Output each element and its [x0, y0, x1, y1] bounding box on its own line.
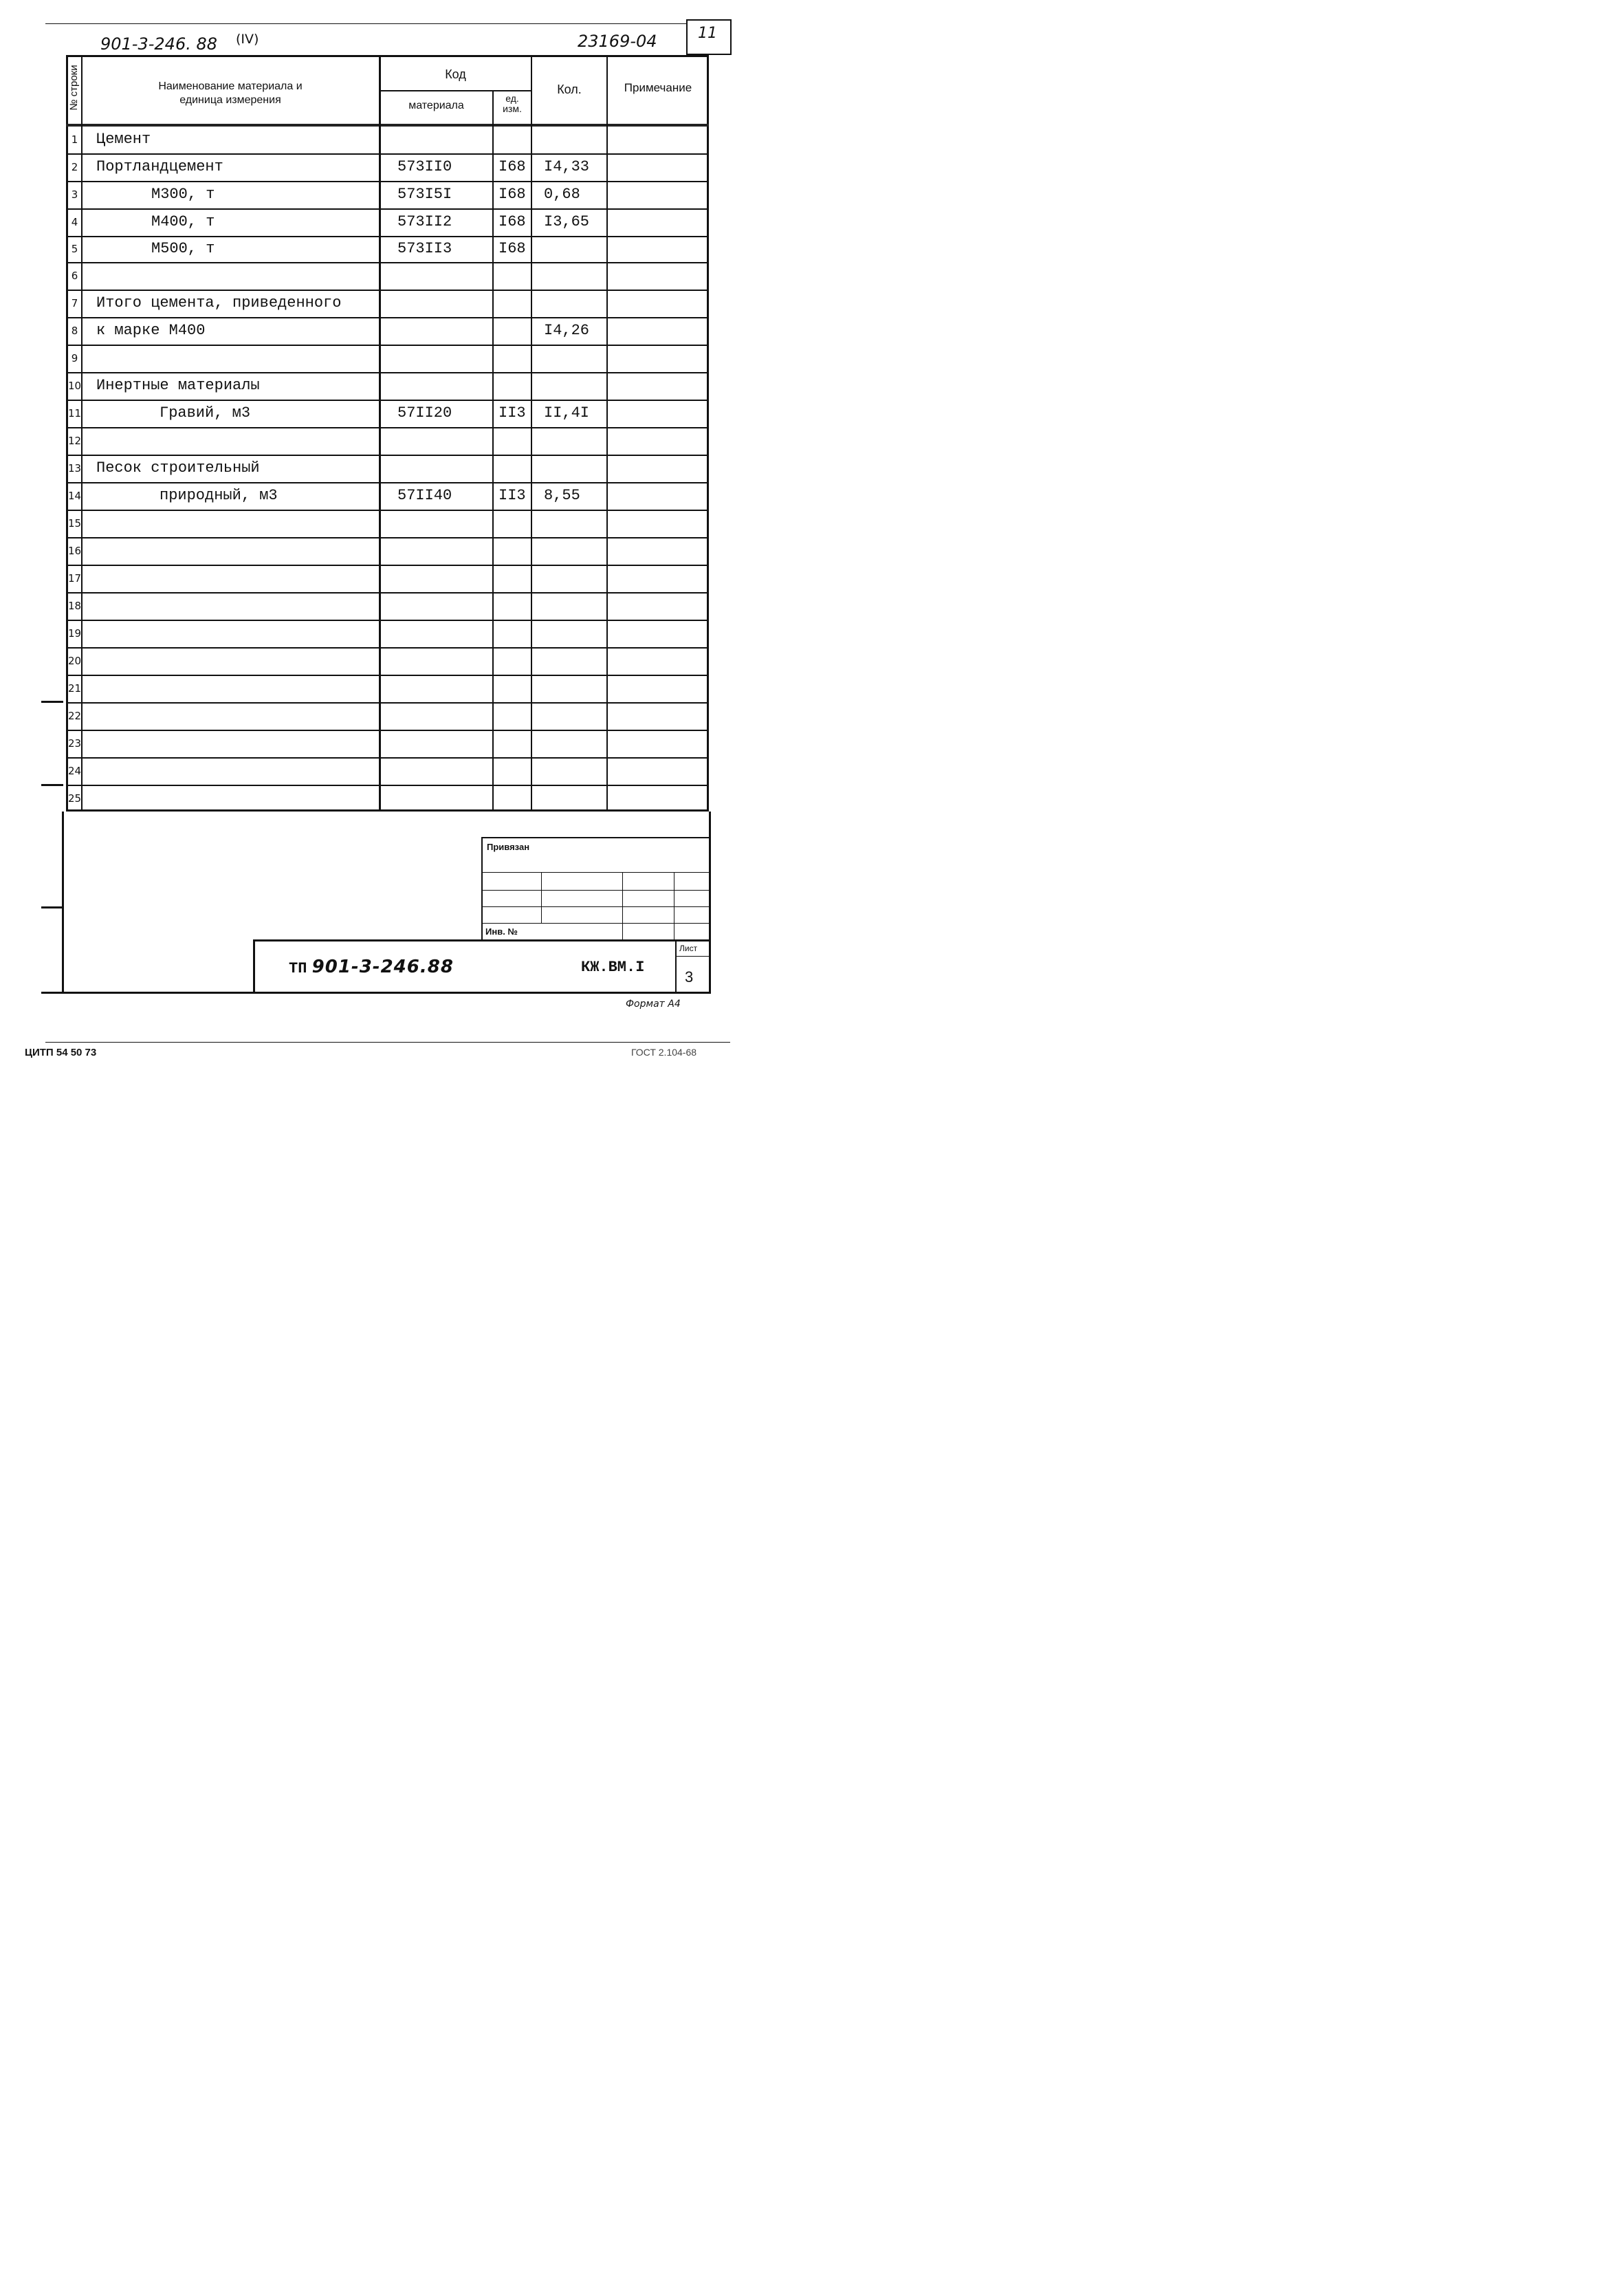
row-number: 1	[71, 133, 78, 146]
row-number: 9	[71, 352, 78, 364]
row-number: 18	[68, 600, 82, 612]
row-unit-code: II3	[498, 404, 526, 422]
row-material-code: 57II20	[397, 404, 452, 422]
row-separator	[66, 372, 709, 373]
row-name: М500, т	[151, 240, 215, 257]
row-number: 11	[68, 407, 82, 420]
row-number: 24	[68, 765, 82, 777]
row-material-code: 57II40	[397, 487, 452, 504]
row-quantity: I3,65	[544, 213, 590, 230]
row-separator	[66, 482, 709, 483]
row-number: 14	[68, 490, 82, 502]
row-separator	[66, 181, 709, 182]
row-name: М400, т	[151, 213, 215, 230]
row-name: к марке М400	[96, 322, 206, 339]
row-separator	[66, 537, 709, 538]
sheet-label: Лист	[679, 944, 698, 953]
row-number: 2	[71, 161, 78, 173]
row-number: 12	[68, 435, 82, 447]
attached-line-2	[481, 890, 709, 891]
row-material-code: 573II2	[397, 213, 452, 230]
row-name: Портландцемент	[96, 158, 223, 175]
col-line-qty	[606, 55, 608, 812]
row-separator	[66, 675, 709, 676]
attached-block	[481, 837, 709, 940]
row-separator	[66, 647, 709, 649]
col-line-rownum	[81, 55, 83, 812]
header-name-line1: Наименование материала и	[158, 80, 303, 92]
inv-label: Инв. №	[485, 926, 518, 937]
row-separator	[66, 208, 709, 210]
sheet-number: 3	[685, 968, 694, 986]
header-code-unit	[494, 94, 531, 114]
row-name: Песок строительный	[96, 459, 260, 477]
row-number: 10	[68, 380, 82, 392]
bottom-right-border	[709, 812, 711, 993]
row-quantity: I4,33	[544, 158, 590, 175]
header-code-unit-l2: изм.	[503, 103, 522, 114]
row-separator	[66, 510, 709, 511]
bottom-left-border	[62, 812, 64, 993]
doc-mark: КЖ.ВМ.I	[581, 959, 645, 976]
row-name: Инертные материалы	[96, 377, 260, 394]
row-number: 21	[68, 682, 82, 695]
row-quantity: 8,55	[544, 487, 580, 504]
header-name	[83, 80, 378, 107]
margin-tick-2	[41, 784, 63, 786]
row-name: Цемент	[96, 130, 151, 148]
row-material-code: 573II3	[397, 240, 452, 257]
row-material-code: 573II0	[397, 158, 452, 175]
project-code	[289, 956, 454, 977]
row-number: 17	[68, 572, 82, 585]
row-separator	[66, 427, 709, 428]
row-name: Итого цемента, приведенного	[96, 294, 342, 312]
attached-line-4	[481, 923, 709, 924]
col-line-name	[379, 55, 381, 812]
row-number: 7	[71, 297, 78, 309]
row-name: природный, м3	[160, 487, 278, 504]
row-number: 4	[71, 216, 78, 228]
margin-tick-1	[41, 701, 63, 703]
project-number: 901-3-246.88	[311, 957, 454, 977]
attached-label: Привязан	[487, 842, 530, 852]
row-separator	[66, 236, 709, 237]
footer-left-code: ЦИТП 54 50 73	[25, 1047, 97, 1058]
header-name-line2: единица измерения	[179, 94, 281, 106]
row-number: 20	[68, 655, 82, 667]
header-divider	[66, 124, 709, 127]
row-separator	[66, 290, 709, 291]
sheet-cell-line	[675, 939, 677, 992]
header-rownum: № строки	[68, 65, 80, 111]
header-qty: Кол.	[557, 83, 582, 96]
row-separator	[66, 262, 709, 263]
row-unit-code: I68	[498, 158, 526, 175]
sheet-cell-divider	[675, 956, 709, 957]
row-separator	[66, 455, 709, 456]
row-separator	[66, 400, 709, 401]
row-quantity: II,4I	[544, 404, 590, 422]
attached-line-1	[481, 872, 709, 873]
row-name: М300, т	[151, 186, 215, 203]
row-number: 25	[68, 792, 82, 805]
col-line-unit	[531, 55, 532, 812]
row-number: 5	[71, 243, 78, 255]
row-name: Гравий, м3	[160, 404, 251, 422]
row-number: 8	[71, 325, 78, 337]
row-number: 19	[68, 627, 82, 640]
top-right-code: 23169-04	[578, 32, 657, 51]
row-unit-code: I68	[498, 240, 526, 257]
row-quantity: I4,26	[544, 322, 590, 339]
row-number: 3	[71, 188, 78, 201]
header-note: Примечание	[624, 81, 692, 94]
attached-line-3	[481, 906, 709, 907]
row-separator	[66, 702, 709, 704]
row-number: 23	[68, 737, 82, 750]
row-number: 22	[68, 710, 82, 722]
row-unit-code: I68	[498, 186, 526, 203]
attached-vline-2	[622, 872, 623, 940]
row-separator	[66, 592, 709, 594]
header-code: Код	[445, 67, 466, 81]
margin-tick-3	[41, 906, 63, 908]
row-separator	[66, 730, 709, 731]
row-separator	[66, 785, 709, 786]
top-rule	[45, 23, 688, 24]
format-label: Формат А4	[626, 999, 681, 1010]
code-subdivider	[380, 90, 531, 91]
row-separator	[66, 757, 709, 759]
top-left-code: 901-3-246. 88	[100, 34, 218, 54]
row-number: 13	[68, 462, 82, 475]
attached-vline-1	[541, 872, 542, 923]
row-separator	[66, 345, 709, 346]
footer-rule	[45, 1042, 730, 1043]
header-code-unit-l1: ед.	[505, 93, 519, 104]
row-separator	[66, 620, 709, 621]
row-separator	[66, 565, 709, 566]
row-separator	[66, 153, 709, 155]
row-unit-code: I68	[498, 213, 526, 230]
row-material-code: 573I5I	[397, 186, 452, 203]
project-prefix: ТП	[289, 960, 307, 977]
row-separator	[66, 317, 709, 318]
top-left-roman: (IV)	[236, 32, 259, 47]
header-code-material: материала	[408, 100, 464, 111]
row-number: 6	[71, 270, 78, 282]
row-unit-code: II3	[498, 487, 526, 504]
sheet-corner-number: 11	[698, 25, 717, 42]
row-quantity: 0,68	[544, 186, 580, 203]
row-number: 16	[68, 545, 82, 557]
footer-right-code: ГОСТ 2.104-68	[631, 1047, 697, 1058]
row-number: 15	[68, 517, 82, 530]
